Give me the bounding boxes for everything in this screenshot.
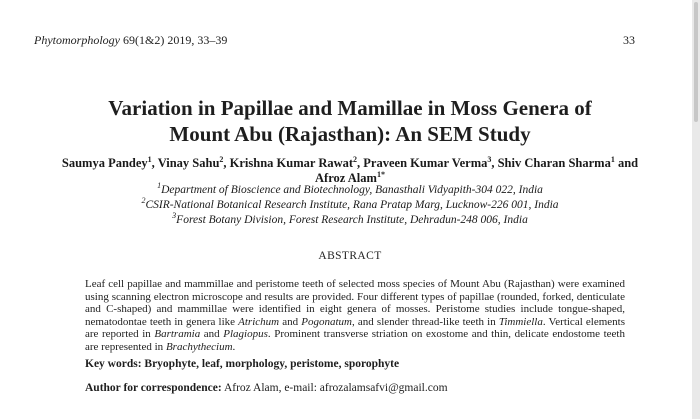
affiliation-text: Department of Bioscience and Biotechnology, Banasthali Vidyapith-304 022, India <box>161 184 543 196</box>
journal-name: Phytomorphology <box>34 33 120 47</box>
author-affil-mark: 1* <box>376 169 385 179</box>
author-affil-mark: 2 <box>353 154 358 164</box>
abstract-text: and <box>279 315 302 328</box>
title-line-2: Mount Abu (Rajasthan): An SEM Study <box>169 122 531 146</box>
author-affil-mark: 1 <box>610 154 615 164</box>
affiliation-text: Forest Botany Division, Forest Research Institute, Dehradun-248 006, India <box>176 214 528 226</box>
author-name: Vinay Sahu <box>157 156 220 170</box>
affiliation-list <box>30 183 670 228</box>
abstract-heading: ABSTRACT <box>318 250 382 262</box>
affiliation-item <box>30 198 670 213</box>
abstract-text: . Vertical elements are reported in <box>85 315 625 341</box>
genus-name: Pogonatum <box>301 315 353 328</box>
genus-name: Atrichum <box>238 315 280 328</box>
title-line-1: Variation in Papillae and Mamillae in Moss Genera of <box>108 96 592 120</box>
affiliation-item <box>30 183 670 198</box>
abstract-text: . Prominent transverse striation on exostome and thin, delicate endostome teeth are represented in <box>85 328 625 353</box>
author-separator: , <box>223 156 230 170</box>
abstract-text: . <box>232 340 236 353</box>
running-head <box>34 33 227 48</box>
affiliation-mark: 2 <box>141 196 146 206</box>
author-affil-mark: 3 <box>487 154 492 164</box>
affiliation-mark: 1 <box>157 181 162 191</box>
abstract-body <box>85 278 625 354</box>
author-separator: , <box>357 156 364 170</box>
genus-name: Timmiella <box>498 315 543 328</box>
abstract-text: and <box>200 328 224 341</box>
genus-name: Plagiopus <box>223 328 268 341</box>
genus-name: Brachythecium <box>165 340 233 353</box>
author-affil-mark: 1 <box>147 154 152 164</box>
keywords: Key words: Bryophyte, leaf, morphology, peristome, sporophyte <box>85 358 400 370</box>
abstract-text: , and slender thread-like teeth in <box>352 315 499 328</box>
author-name: Praveen Kumar Verma <box>363 156 488 170</box>
genus-name: Bartramia <box>154 328 201 341</box>
paper-title <box>30 95 670 147</box>
page-number: 33 <box>623 33 635 47</box>
correspondence-label: Author for correspondence: <box>85 382 222 394</box>
correspondence <box>85 382 448 394</box>
author-name: Shiv Charan Sharma <box>497 156 611 170</box>
scrollbar-thumb[interactable] <box>694 2 698 122</box>
author-list <box>30 156 670 186</box>
author-separator: and <box>614 156 639 170</box>
author-name: Krishna Kumar Rawat <box>229 156 354 170</box>
affiliation-text: CSIR-National Botanical Research Institute, Rana Pratap Marg, Lucknow-226 001, India <box>145 199 559 211</box>
correspondence-text: Afroz Alam, e-mail: afrozalamsafvi@gmail.com <box>221 382 448 394</box>
author-name: Saumya Pandey <box>61 156 148 170</box>
affiliation-mark: 3 <box>172 211 177 221</box>
author-line-1 <box>30 156 670 171</box>
author-name: Afroz Alam <box>315 171 377 185</box>
journal-citation: 69(1&2) 2019, 33–39 <box>120 33 228 47</box>
abstract-text: Leaf cell papillae and mammillae and peristome teeth of selected moss species of Mount Abu (Rajasthan) were examined using scanning electron microscope and results are provided. Four different types of papillae (rounded, forked, denticulate and C-shaped) and mammillae were identified in eight genera of mosses. Peristome studies include tongue-shaped, nematodontae teeth in genera like <box>85 278 625 328</box>
affiliation-item <box>30 213 670 228</box>
author-separator: , <box>151 156 158 170</box>
author-separator: , <box>491 156 498 170</box>
author-affil-mark: 2 <box>219 154 224 164</box>
